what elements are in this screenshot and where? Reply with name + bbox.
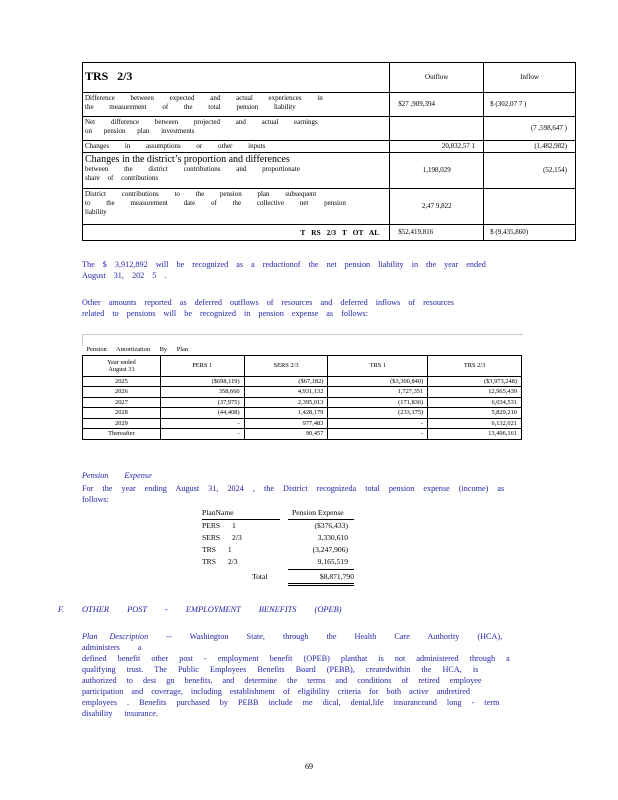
column-header: TRS 1 xyxy=(369,361,387,369)
row-description: on pension plan investments xyxy=(85,127,195,135)
total-inflow: $ (9,435,860) xyxy=(490,228,529,236)
table-row xyxy=(83,387,522,398)
outflow-value: 20,832,57 1 xyxy=(441,142,476,150)
amount-cell: 6,132,021 xyxy=(491,419,517,427)
year-cell: 2028 xyxy=(115,409,128,416)
trs-table-header xyxy=(83,63,576,93)
year-cell: 2026 xyxy=(115,388,128,395)
amount-cell: 4,931,132 xyxy=(297,388,324,395)
recognition-paragraph xyxy=(82,259,552,281)
row-description: the measurement of the total pension liability xyxy=(85,103,296,111)
outflow-value: 1,198,029 xyxy=(422,166,451,174)
inflow-header: Inflow xyxy=(520,73,539,81)
table-row xyxy=(83,408,522,419)
total-label: Total xyxy=(252,572,268,581)
outflow-value: $27 ,909,394 xyxy=(398,100,435,108)
year-cell: 2029 xyxy=(115,419,128,427)
plan-name-header: PlanName xyxy=(202,508,234,517)
pension-expense-heading: Pension Expense xyxy=(82,471,152,480)
row-description: District contributions to the pension plan subsequent xyxy=(85,190,317,198)
row-description: Changes in assumptions or other inputs xyxy=(85,142,266,150)
amount-cell: 977,483 xyxy=(302,419,324,427)
table-row xyxy=(83,189,576,225)
row-description: share of contributions xyxy=(85,174,159,182)
amortization-title: Pension Amortization By Plan xyxy=(86,346,189,353)
section-title: OTHER POST - EMPLOYMENT BENEFITS (OPEB) xyxy=(82,605,342,614)
trs-deferred-table xyxy=(82,62,576,241)
table-row xyxy=(83,397,522,408)
paragraph-line: Other amounts reported as deferred outflows of resources and deferred inflows of resources xyxy=(82,298,455,307)
paragraph-line: follows: xyxy=(82,495,109,504)
amortization-title-row xyxy=(83,345,522,355)
plan-name: TRS 2/3 xyxy=(202,557,238,566)
year-header: Year ended xyxy=(107,358,136,366)
paragraph-text: -- Washington State, through the Health Care Authority (HCA), administers a xyxy=(82,632,503,652)
pension-expense-header: Pension Expense xyxy=(292,508,344,517)
plan-name: TRS 1 xyxy=(202,545,232,554)
row-description: Net difference between projected and actual earnings xyxy=(85,118,318,126)
header-underline xyxy=(288,519,354,520)
plan-expense: (3,247,906) xyxy=(312,545,348,554)
amount-cell: - xyxy=(421,430,424,437)
amount-cell: 1,428,179 xyxy=(297,409,324,416)
amortization-header-row xyxy=(83,355,522,376)
amount-cell: 12,965,439 xyxy=(488,388,517,395)
amount-cell: - xyxy=(421,419,424,427)
paragraph-line: qualifying trust. The Public Employees Benefits Board (PEBB), createdwithin the HCA, is xyxy=(82,665,479,674)
plan-expense: ($376,433) xyxy=(314,521,348,530)
amount-cell: 2,395,013 xyxy=(297,398,324,406)
amount-cell: ($3,973,248) xyxy=(483,377,517,385)
inflow-value: (1,482,982) xyxy=(534,142,567,150)
amount-cell: 5,829,210 xyxy=(491,409,517,416)
amount-cell: ($67,182) xyxy=(298,377,324,385)
amount-cell: 6,034,531 xyxy=(491,398,517,406)
amount-cell: (44,408) xyxy=(217,409,240,416)
section-letter: F. xyxy=(58,605,65,614)
amount-cell: ($3,300,840) xyxy=(390,377,424,385)
amount-cell: (37,975) xyxy=(217,398,240,406)
paragraph-line: participation and coverage, including establishment of eligibility criteria for both active andretired xyxy=(82,687,470,696)
page-number: 69 xyxy=(305,762,313,771)
table-row xyxy=(83,429,522,440)
paragraph-line: The $ 3,912,892 will be recognized as a reductionof the net pension liability in the year ended xyxy=(82,260,486,269)
pension-expense-paragraph xyxy=(82,483,562,505)
amount-cell: 13,496,161 xyxy=(488,430,517,437)
total-outflow: $52,419,816 xyxy=(398,228,434,236)
plan-description-heading: Plan Description xyxy=(82,632,149,641)
amortization-table xyxy=(82,345,522,440)
table-row xyxy=(83,153,576,189)
amount-cell: 90,457 xyxy=(305,430,324,437)
plan-expense: 3,330,610 xyxy=(317,533,348,542)
amount-cell: 1,727,351 xyxy=(397,388,424,395)
row-description: liability xyxy=(85,208,107,216)
double-underline xyxy=(288,583,354,584)
plan-description xyxy=(82,631,552,719)
year-cell: 2025 xyxy=(115,377,128,385)
paragraph-line: employees . Benefits purchased by PEBB include me dical, dental,life insuranceand long - term xyxy=(82,698,500,707)
table-total-row xyxy=(83,225,576,241)
amount-cell: - xyxy=(237,430,240,437)
double-underline xyxy=(288,585,354,586)
total-rule xyxy=(288,569,354,570)
year-header: August 31 xyxy=(108,365,135,373)
table-row xyxy=(83,376,522,387)
trs-tier-label: 2/3 xyxy=(117,69,133,83)
paragraph-line xyxy=(82,631,552,653)
table-row xyxy=(83,418,522,429)
paragraph-line: defined benefit other post - employment benefit (OPEB) planthat is not administered through a xyxy=(82,654,510,663)
amount-cell: 358,660 xyxy=(218,388,240,395)
outflow-value: 2,47 9,822 xyxy=(421,202,452,210)
row-description: between the district contributions and proportionate xyxy=(85,165,300,173)
header-underline xyxy=(202,519,280,520)
table-row xyxy=(83,93,576,117)
plan-name: SERS 2/3 xyxy=(202,533,242,542)
amount-cell: - xyxy=(237,419,240,427)
paragraph-line: August 31, 202 5 . xyxy=(82,271,167,280)
amount-cell: ($698,119) xyxy=(211,377,240,385)
outflow-header: Outflow xyxy=(425,73,449,81)
amortization-intro-paragraph xyxy=(82,297,552,319)
year-cell: 2027 xyxy=(115,398,128,406)
amount-cell: (171,836) xyxy=(398,398,424,406)
year-cell: Thereafter xyxy=(108,430,135,437)
column-header: PERS 1 xyxy=(192,361,213,369)
row-description: to the measurement date of the collective net pension xyxy=(85,199,346,207)
table-row xyxy=(83,141,576,153)
plan-name: PERS 1 xyxy=(202,521,236,530)
trs-plan-label: TRS xyxy=(85,69,109,83)
row-description-heading: Changes in the district’s proportion and differences xyxy=(85,154,290,165)
paragraph-line: related to pensions will be recognized in pension expense as follows: xyxy=(82,309,369,318)
inflow-value: (52,154) xyxy=(543,166,567,174)
paragraph-line: authorized to desi gn benefits, and determine the terms and conditions of retired employee xyxy=(82,676,482,685)
amount-cell: (233,175) xyxy=(398,409,424,416)
inflow-value: $ (302,07 7 ) xyxy=(490,100,527,108)
column-header: SERS 2/3 xyxy=(273,361,299,369)
paragraph-line: For the year ending August 31, 2024 , the District recognizeda total pension expense (income) as xyxy=(82,484,505,493)
paragraph-line: disability insurance. xyxy=(82,709,158,718)
table-row xyxy=(83,117,576,141)
row-description: Difference between expected and actual experiences in xyxy=(85,94,323,102)
total-label: T RS 2/3 T OT AL xyxy=(300,228,380,237)
plan-expense: 9,165,519 xyxy=(317,557,348,566)
total-value: $8,871,790 xyxy=(319,572,354,581)
inflow-value: (7 ,598,647 ) xyxy=(530,124,567,132)
column-header: TRS 2/3 xyxy=(463,361,486,369)
